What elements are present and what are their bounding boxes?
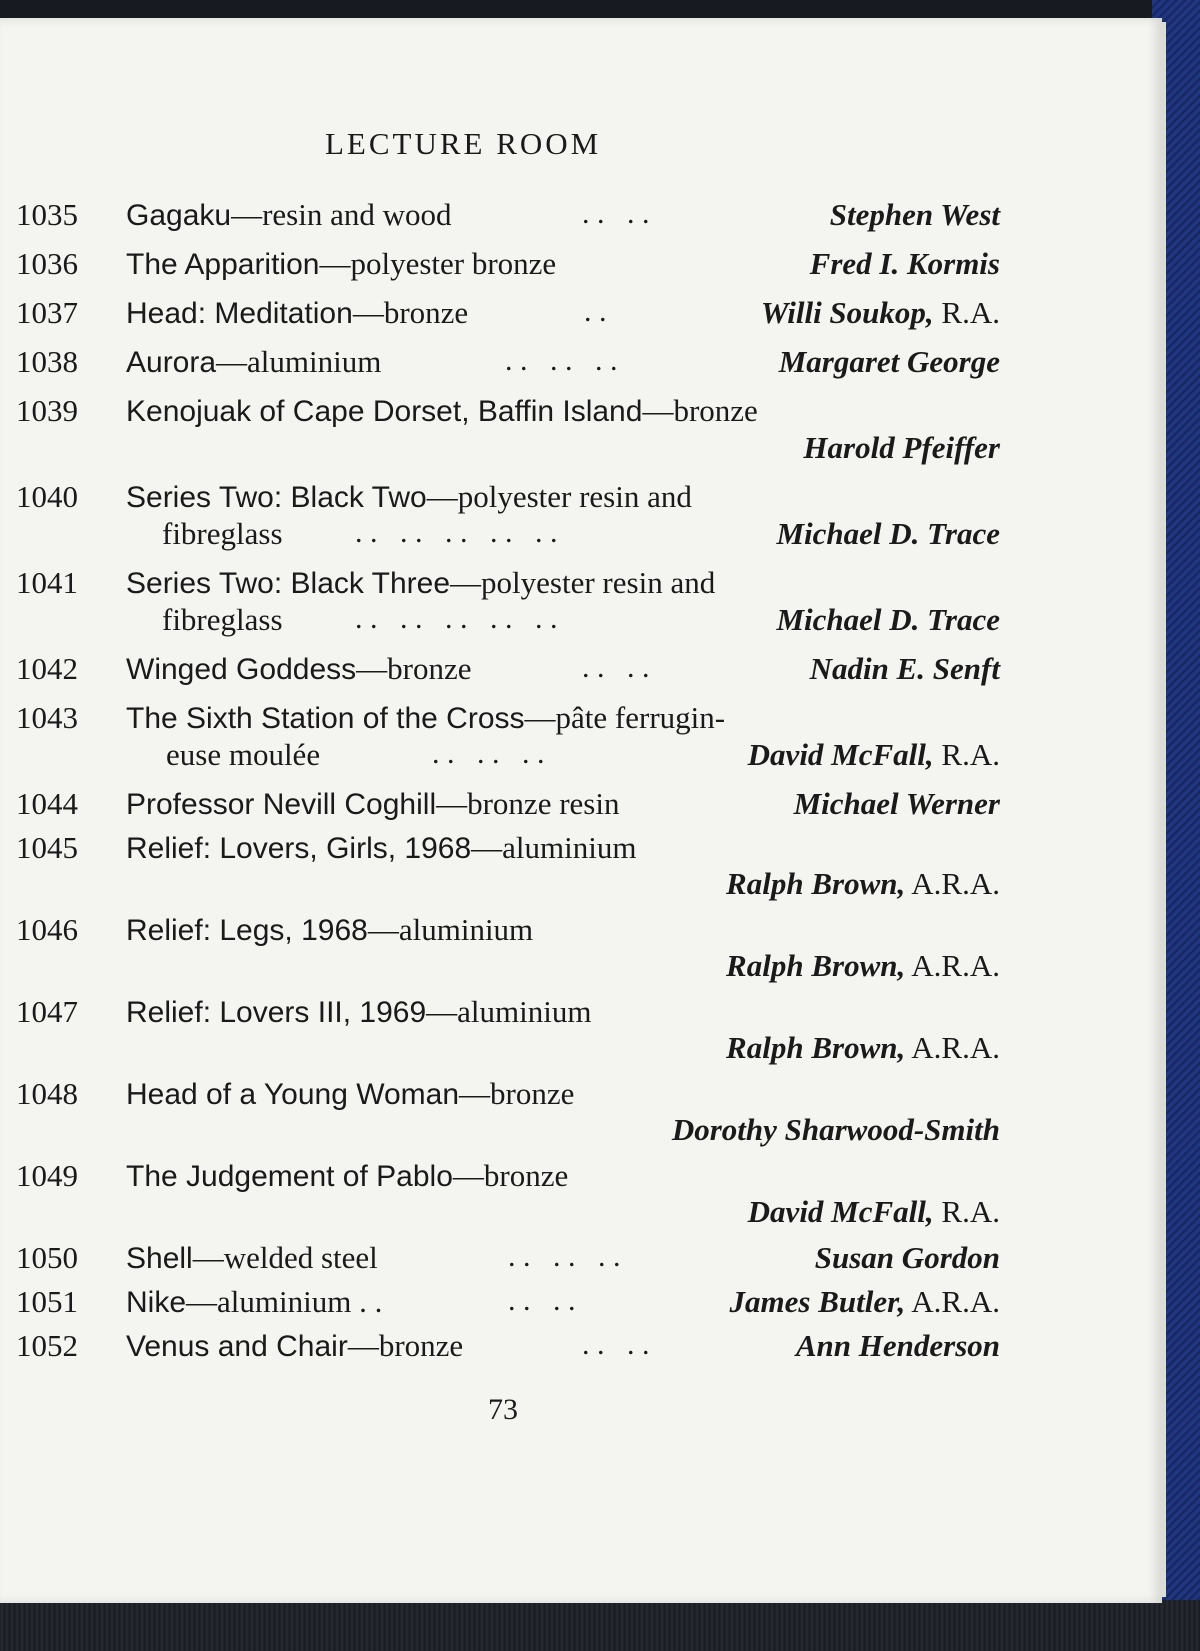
entry-number: 1044 [16,786,78,821]
artist-name: Michael D. Trace [776,516,1000,551]
leader-dots: . . . . [508,1284,576,1317]
entry-artist [815,1240,1000,1276]
artist-honour: A.R.A. [905,1030,1000,1065]
artist-name: Susan Gordon [814,1240,1000,1275]
entry-medium: —polyester bronze [319,246,557,281]
entry-title [126,786,619,822]
entry-title-text: Relief: Lovers III, 1969 [126,996,427,1029]
entry-continuation [0,516,1162,556]
entry-artist [776,602,1000,638]
entry-number: 1039 [16,393,78,428]
entry-title [126,246,556,282]
entry-row [0,830,1162,870]
entry-title [126,700,725,736]
entry-title-text: Relief: Lovers, Girls, 1968 [126,832,472,865]
leader-dots: . . [584,295,607,328]
entry-title [126,1240,378,1276]
leader-dots: . . . . [582,1328,650,1361]
entry-row [0,700,1162,740]
artist-name: Ralph Brown, [726,948,906,983]
entry-continuation [0,1030,1162,1070]
entry-continuation [0,866,1162,906]
entry-title [126,344,381,380]
entry-number: 1050 [16,1240,78,1275]
entry-row [0,393,1162,433]
entry-artist [796,1328,1000,1364]
entry-medium: —aluminium [367,912,534,947]
entry-medium: —bronze [459,1076,575,1111]
entry-number: 1052 [16,1328,78,1363]
entry-artist [803,430,1000,466]
artist-name: Fred I. Kormis [809,246,1000,281]
medium-continuation: euse moulée [166,737,321,772]
artist-honour: R.A. [933,737,1000,772]
entry-artist [726,948,1000,984]
medium-continuation: fibreglass [162,516,283,551]
entry-number: 1048 [16,1076,78,1111]
entry-title-text: Head of a Young Woman [126,1078,460,1111]
entry-title [126,1328,463,1364]
entry-title [126,393,758,429]
entry-title-text: Gagaku [126,199,232,232]
entry-number: 1036 [16,246,78,281]
entry-medium: —bronze [352,295,469,330]
entry-title-text: Shell [126,1242,193,1275]
leader-dots: . . . . [582,651,650,684]
entry-row [0,1240,1162,1280]
entry-row [0,912,1162,952]
entry-title-text: Venus and Chair [126,1330,348,1363]
page-number: 73 [488,1393,518,1426]
entry-title-text: The Judgement of Pablo [126,1160,453,1193]
entry-title-text: The Sixth Station of the Cross [126,702,525,735]
entry-artist [748,1194,1000,1230]
artist-honour: R.A. [933,295,1000,330]
entry-title [126,830,636,866]
entry-row [0,786,1162,826]
entry-title-text: Winged Goddess [126,653,357,686]
entry-row [0,344,1162,384]
entry-title [126,197,451,233]
entry-number: 1037 [16,295,78,330]
entry-title [126,295,468,331]
leader-dots: . . . . . . [508,1240,621,1273]
leader-dots: . . . . . . . . . . [355,602,558,635]
entry-number: 1045 [16,830,78,865]
entry-continuation [0,948,1162,988]
artist-name: David McFall, [747,737,934,772]
entry-medium: —pâte ferrugin- [524,700,726,735]
entry-artist [730,1284,1000,1320]
entry-medium: —bronze [356,651,472,686]
entry-title-text: Professor Nevill Coghill [126,788,437,821]
medium-continuation: fibreglass [162,602,283,637]
artist-honour: A.R.A. [905,866,1000,901]
entry-title-text: Aurora [126,346,217,379]
artist-name: Ralph Brown, [726,1030,906,1065]
entry-title-text: Series Two: Black Two [126,481,427,514]
artist-name: Margaret George [778,344,1000,379]
entry-row [0,246,1162,286]
entry-row [0,1076,1162,1116]
entry-title [126,1284,382,1320]
entry-title [126,994,592,1030]
entry-title-text: Nike [126,1286,187,1319]
entry-artist [726,1030,1000,1066]
artist-name: Willi Soukop, [760,295,934,330]
artist-name: Michael D. Trace [776,602,1000,637]
artist-honour: A.R.A. [905,948,1000,983]
entry-title-text: Relief: Legs, 1968 [126,914,368,947]
artist-name: Nadin E. Senft [809,651,1000,686]
entry-title-text: The Apparition [126,248,320,281]
entry-number: 1047 [16,994,78,1029]
entry-medium: —aluminium [426,994,592,1029]
entry-row [0,1158,1162,1198]
entry-continuation [0,430,1162,470]
artist-honour: A.R.A. [905,1284,1000,1319]
entry-row [0,994,1162,1034]
entry-title [126,651,471,687]
entry-medium: —bronze resin [436,786,620,821]
entry-artist [776,516,1000,552]
entry-medium: —aluminium . . [186,1284,383,1319]
entry-row [0,1328,1162,1368]
entry-medium: —polyester resin and [426,479,692,514]
entry-row [0,479,1162,519]
entry-title [126,912,533,948]
entry-artist [748,737,1000,773]
artist-name: Michael Werner [793,786,1000,821]
entry-title-text: Head: Meditation [126,297,353,330]
entry-title-text: Kenojuak of Cape Dorset, Baffin Island [126,395,643,428]
artist-name: Dorothy Sharwood-Smith [671,1112,1000,1147]
entry-number: 1046 [16,912,78,947]
entry-artist [830,197,1000,233]
book-cover-top [0,0,1200,20]
entry-artist [726,866,1000,902]
entry-number: 1041 [16,565,78,600]
artist-name: David McFall, [747,1194,934,1229]
leader-dots: . . . . . . [505,344,618,377]
entry-medium: —resin and wood [231,197,452,232]
entry-continuation [0,737,1162,777]
entry-artist [672,1112,1000,1148]
entry-continuation [0,1112,1162,1152]
entry-title [126,479,692,515]
entry-continuation [0,1194,1162,1234]
entry-number: 1051 [16,1284,78,1319]
entry-medium: —aluminium [471,830,637,865]
entry-medium: —bronze [452,1158,569,1193]
entry-row [0,197,1162,237]
entry-title [126,1076,574,1112]
entry-continuation [0,602,1162,642]
entry-title-text: Series Two: Black Three [126,567,451,600]
entry-title [126,565,715,601]
artist-honour: R.A. [933,1194,1000,1229]
entry-medium: —bronze [347,1328,464,1363]
entry-medium: —bronze [642,393,758,428]
entry-number: 1038 [16,344,78,379]
leader-dots: . . . . [582,197,650,230]
entry-row [0,295,1162,335]
entry-row [0,1284,1162,1324]
entry-number: 1040 [16,479,78,514]
entry-artist [794,786,1000,822]
entry-artist [761,295,1000,331]
entry-number: 1043 [16,700,78,735]
entry-medium: —welded steel [192,1240,378,1275]
entry-number: 1049 [16,1158,78,1193]
entry-number: 1042 [16,651,78,686]
artist-name: Stephen West [829,197,1000,232]
artist-name: James Butler, [729,1284,906,1319]
artist-name: Ann Henderson [795,1328,1000,1363]
entry-title [126,1158,568,1194]
entry-artist [810,246,1000,282]
book-cover-bottom [0,1600,1200,1651]
entry-medium: —aluminium [216,344,382,379]
leader-dots: . . . . . . [432,737,545,770]
artist-name: Ralph Brown, [726,866,906,901]
entry-row [0,565,1162,605]
page-heading: LECTURE ROOM [325,126,602,161]
entry-number: 1035 [16,197,78,232]
leader-dots: . . . . . . . . . . [355,516,558,549]
entry-artist [779,344,1000,380]
artist-name: Harold Pfeiffer [803,430,1000,465]
entry-medium: —polyester resin and [450,565,716,600]
entry-row [0,651,1162,691]
entry-artist [810,651,1000,687]
